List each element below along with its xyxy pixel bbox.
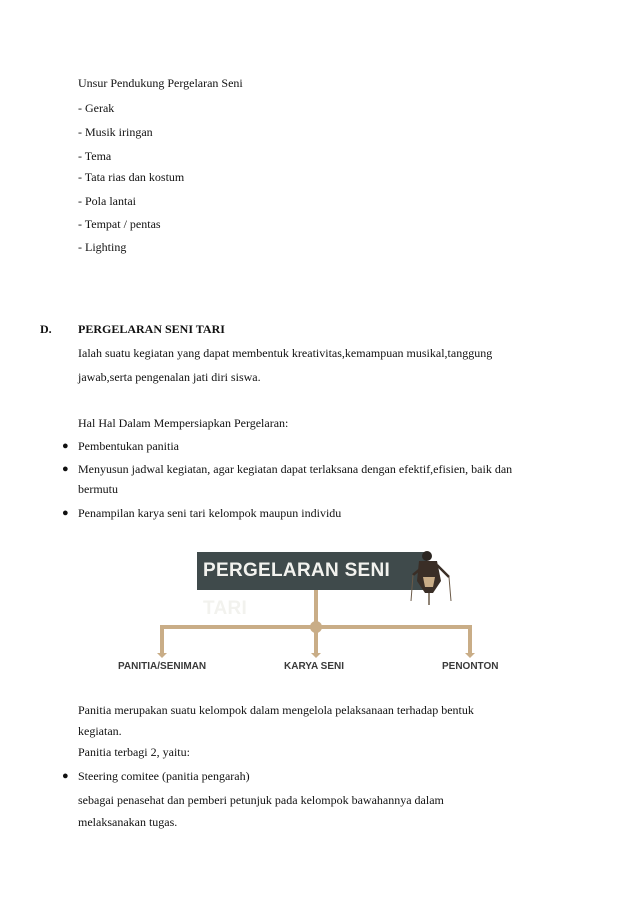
panitia-line-3: Panitia terbagi 2, yaitu: <box>78 745 190 759</box>
bullet-item-jadwal: Menyusun jadwal kegiatan, agar kegiatan dapat terlaksana dengan efektif,efisien, baik dan <box>78 462 513 476</box>
panitia-line-2: kegiatan. <box>78 724 122 738</box>
steering-committee-item: Steering comitee (panitia pengarah) <box>78 769 250 783</box>
branch-karya-label: KARYA SENI <box>284 661 345 672</box>
section-letter: D. <box>40 322 52 336</box>
definition-line-2: jawab,serta pengenalan jati diri siswa. <box>78 370 261 384</box>
bullet-icon: ● <box>62 770 69 782</box>
bullet-item-panitia: Pembentukan panitia <box>78 439 179 453</box>
section-title: PERGELARAN SENI TARI <box>78 322 225 336</box>
support-item-gerak: - Gerak <box>78 101 115 115</box>
support-item-tema: - Tema <box>78 149 112 163</box>
branch-panitia-label: PANITIA/SENIMAN <box>118 661 207 672</box>
wayang-puppet-icon <box>411 551 451 605</box>
diagram-banner: PERGELARAN SENI TARI <box>197 552 427 590</box>
support-item-tempat: - Tempat / pentas <box>78 217 161 231</box>
panitia-line-5: melaksanakan tugas. <box>78 815 178 829</box>
bullet-icon: ● <box>62 440 69 452</box>
support-item-musik: - Musik iringan <box>78 125 153 139</box>
definition-line-1: Ialah suatu kegiatan yang dapat membentuk kreativitas,kemampuan musikal,tanggung <box>78 346 493 360</box>
support-item-lighting: - Lighting <box>78 240 127 254</box>
panitia-line-4: sebagai penasehat dan pemberi petunjuk pada kelompok bawahannya dalam <box>78 793 444 807</box>
bullet-item-penampilan: Penampilan karya seni tari kelompok maupun individu <box>78 506 342 520</box>
support-item-tata-rias: - Tata rias dan kostum <box>78 170 185 184</box>
bullet-item-jadwal-cont: bermutu <box>78 482 118 496</box>
support-title: Unsur Pendukung Pergelaran Seni <box>78 76 243 90</box>
panitia-line-1: Panitia merupakan suatu kelompok dalam mengelola pelaksanaan terhadap bentuk <box>78 703 474 717</box>
branch-penonton-label: PENONTON <box>442 661 499 672</box>
bullet-icon: ● <box>62 507 69 519</box>
bullet-icon: ● <box>62 463 69 475</box>
prep-heading: Hal Hal Dalam Mempersiapkan Pergelaran: <box>78 416 289 430</box>
pergelaran-diagram <box>118 545 499 685</box>
support-item-pola-lantai: - Pola lantai <box>78 194 136 208</box>
